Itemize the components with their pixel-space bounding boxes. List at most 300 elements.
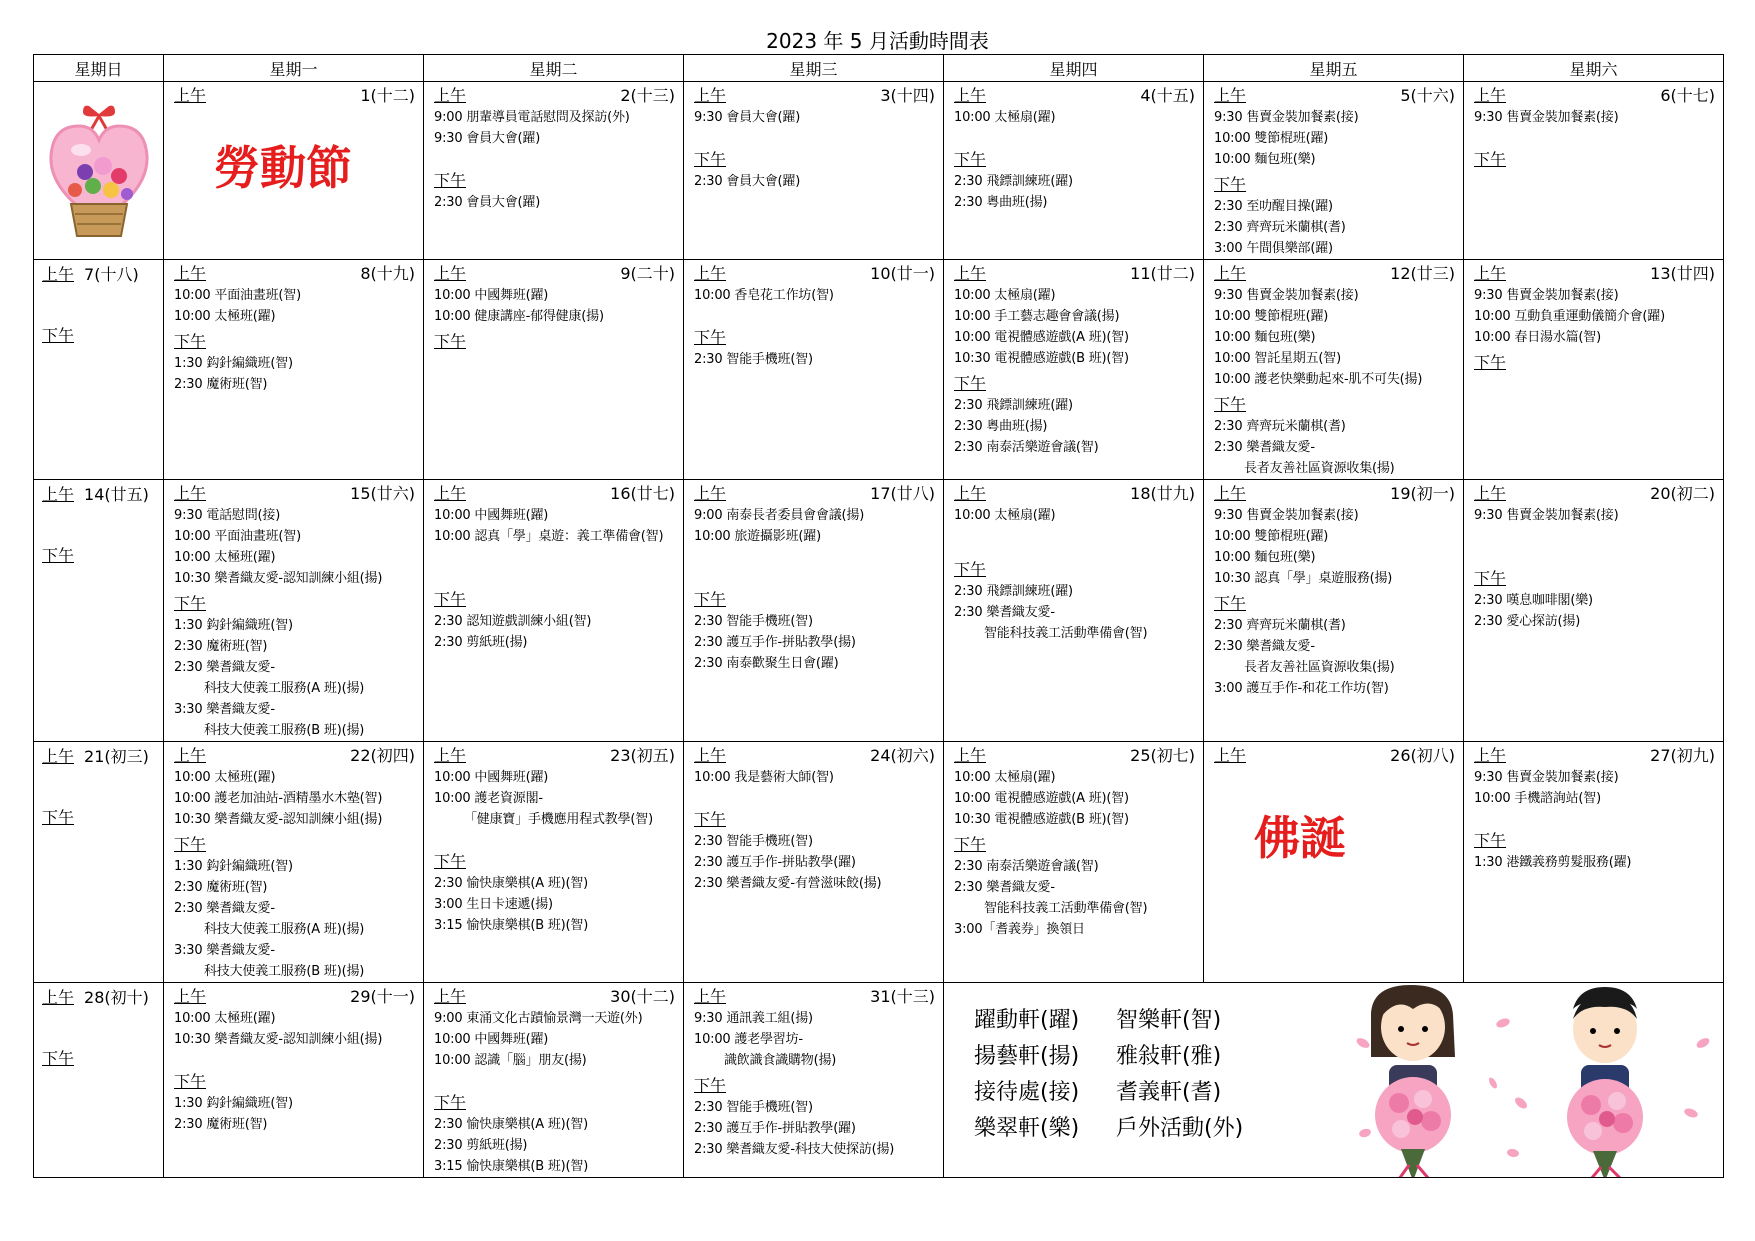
day-header <box>694 263 935 285</box>
week-row <box>34 82 1724 260</box>
am-label: 上午 <box>1474 86 1507 105</box>
day-cell <box>1464 742 1724 983</box>
activity-item: 2:30 至叻醒目操(躍) <box>1214 199 1333 214</box>
am-label: 上午 <box>434 264 467 283</box>
day-header <box>174 85 415 107</box>
pm-label: 下午 <box>954 560 987 579</box>
activity-item: 9:30 售賣金裝加餐素(接) <box>1474 508 1619 523</box>
activity-item: 10:30 認真「學」桌遊服務(揚) <box>1214 571 1393 586</box>
day-cell <box>1204 82 1464 260</box>
day-header <box>954 263 1195 285</box>
am-label: 上午 <box>1214 86 1247 105</box>
activity-item: 2:30 樂耆織友愛- <box>954 880 1055 895</box>
day-date: 30(十二) <box>610 987 675 1006</box>
activity-item: 9:30 電話慰問(接) <box>174 508 281 523</box>
day-cell <box>424 742 684 983</box>
day-date: 12(廿三) <box>1390 264 1455 283</box>
activity-item: 長者友善社區資源收集(揚) <box>1244 660 1395 675</box>
activity-item: 10:00 互動負重運動儀簡介會(躍) <box>1474 309 1665 324</box>
activity-item: 9:00 朋輩導員電話慰問及探訪(外) <box>434 110 630 125</box>
pm-label: 下午 <box>954 835 987 854</box>
pm-label: 下午 <box>174 1072 207 1091</box>
activity-item: 2:30 魔術班(智) <box>174 377 268 392</box>
week-row <box>34 480 1724 742</box>
day-cell <box>164 82 424 260</box>
activity-item: 2:30 智能手機班(智) <box>694 834 813 849</box>
legend-item: 智樂軒(智) <box>1116 1008 1222 1033</box>
activity-item: 9:30 售賣金裝加餐素(接) <box>1474 110 1619 125</box>
day-cell-sunday <box>34 260 164 480</box>
pm-label: 下午 <box>1214 175 1247 194</box>
day-header <box>954 483 1195 505</box>
pm-label: 下午 <box>42 808 75 827</box>
day-date: 6(十七) <box>1660 86 1715 105</box>
day-date: 22(初四) <box>350 746 415 765</box>
am-label: 上午 <box>694 264 727 283</box>
pm-label: 下午 <box>1474 150 1507 169</box>
day-cell <box>424 480 684 742</box>
am-label: 上午 <box>1474 746 1507 765</box>
activity-item: 2:30 粵曲班(揚) <box>954 195 1048 210</box>
activity-item: 10:00 電視體感遊戲(A 班)(智) <box>954 791 1129 806</box>
week-row <box>34 983 1724 1178</box>
day-date: 16(廿七) <box>610 484 675 503</box>
sunday-am-row <box>42 264 157 286</box>
activity-item: 9:30 售賣金裝加餐素(接) <box>1214 288 1359 303</box>
day-date: 20(初二) <box>1650 484 1715 503</box>
activity-item: 10:00 雙節棍班(躍) <box>1214 131 1329 146</box>
day-date: 26(初八) <box>1390 746 1455 765</box>
day-cell <box>1204 260 1464 480</box>
activity-item: 9:30 售賣金裝加餐素(接) <box>1214 110 1359 125</box>
activity-item: 2:30 樂耆織友愛- <box>174 901 275 916</box>
activity-item: 3:00 生日卡速遞(揚) <box>434 897 553 912</box>
day-cell <box>164 983 424 1178</box>
day-date: 17(廿八) <box>870 484 935 503</box>
activity-item: 2:30 認知遊戲訓練小組(智) <box>434 614 592 629</box>
day-date: 13(廿四) <box>1650 264 1715 283</box>
day-date: 31(十三) <box>870 987 935 1006</box>
activity-item: 10:00 雙節棍班(躍) <box>1214 309 1329 324</box>
day-header <box>174 986 415 1008</box>
activity-item: 10:30 電視體感遊戲(B 班)(智) <box>954 351 1129 366</box>
pm-label: 下午 <box>694 150 727 169</box>
pm-label: 下午 <box>434 171 467 190</box>
day-date: 9(二十) <box>620 264 675 283</box>
day-cell <box>944 480 1204 742</box>
activity-item: 2:30 魔術班(智) <box>174 1117 268 1132</box>
day-cell <box>1204 742 1464 983</box>
activity-item: 2:30 魔術班(智) <box>174 880 268 895</box>
activity-item: 3:15 愉快康樂棋(B 班)(智) <box>434 918 589 933</box>
activity-item: 9:30 售賣金裝加餐素(接) <box>1214 508 1359 523</box>
day-cell <box>1204 480 1464 742</box>
day-header <box>1474 745 1715 767</box>
weekday-header: 星期五 <box>1204 55 1464 82</box>
activity-item: 1:30 港鐵義務剪髮服務(躍) <box>1474 855 1632 870</box>
pm-label: 下午 <box>1214 594 1247 613</box>
holiday-label: 勞動節 <box>214 141 352 195</box>
activity-item: 10:00 護老學習坊- <box>694 1032 803 1047</box>
activity-item: 2:30 嘆息咖啡閣(樂) <box>1474 593 1593 608</box>
pm-label: 下午 <box>42 546 75 565</box>
day-header <box>434 263 675 285</box>
weekday-header: 星期二 <box>424 55 684 82</box>
activity-item: 9:30 會員大會(躍) <box>434 131 541 146</box>
activity-item: 10:00 太極扇(躍) <box>954 508 1056 523</box>
activity-item: 10:00 春日湯水篇(智) <box>1474 330 1601 345</box>
day-header <box>174 483 415 505</box>
pm-label: 下午 <box>694 810 727 829</box>
pm-label: 下午 <box>434 590 467 609</box>
day-date: 19(初一) <box>1390 484 1455 503</box>
activity-item: 10:00 香皂花工作坊(智) <box>694 288 834 303</box>
activity-item: 2:30 齊齊玩米蘭棋(耆) <box>1214 618 1346 633</box>
am-label: 上午 <box>434 746 467 765</box>
day-date: 4(十五) <box>1140 86 1195 105</box>
week-row <box>34 742 1724 983</box>
day-date: 25(初七) <box>1130 746 1195 765</box>
day-date: 18(廿九) <box>1130 484 1195 503</box>
activity-item: 3:00「耆義券」換領日 <box>954 922 1085 937</box>
weekday-header: 星期三 <box>684 55 944 82</box>
activity-item: 10:00 太極扇(躍) <box>954 770 1056 785</box>
activity-item: 2:30 智能手機班(智) <box>694 614 813 629</box>
am-label: 上午 <box>174 484 207 503</box>
legend-item: 樂翠軒(樂) <box>974 1116 1080 1141</box>
day-cell-sunday <box>34 82 164 260</box>
activity-item: 2:30 南泰活樂遊會議(智) <box>954 440 1099 455</box>
activity-item: 2:30 智能手機班(智) <box>694 1100 813 1115</box>
day-cell <box>684 82 944 260</box>
day-date: 24(初六) <box>870 746 935 765</box>
activity-item: 10:00 太極扇(躍) <box>954 288 1056 303</box>
activity-item: 2:30 護互手作-拼貼教學(揚) <box>694 635 856 650</box>
day-cell <box>424 983 684 1178</box>
day-date: 28(初十) <box>84 988 149 1007</box>
am-label: 上午 <box>42 265 75 284</box>
day-cell <box>684 260 944 480</box>
activity-item: 10:00 中國舞班(躍) <box>434 508 549 523</box>
am-label: 上午 <box>954 484 987 503</box>
day-cell <box>684 742 944 983</box>
sunday-content <box>34 742 163 829</box>
activity-item: 10:00 太極班(躍) <box>174 1011 276 1026</box>
day-header <box>694 483 935 505</box>
weekday-header: 星期一 <box>164 55 424 82</box>
day-cell <box>164 480 424 742</box>
activity-item: 9:30 通訊義工組(揚) <box>694 1011 813 1026</box>
activity-item: 2:30 會員大會(躍) <box>434 195 541 210</box>
pm-label: 下午 <box>1474 353 1507 372</box>
day-date: 1(十二) <box>360 86 415 105</box>
sunday-content <box>34 260 163 347</box>
day-date: 11(廿二) <box>1130 264 1195 283</box>
activity-item: 2:30 南泰活樂遊會議(智) <box>954 859 1099 874</box>
am-label: 上午 <box>42 988 75 1007</box>
pm-label: 下午 <box>42 1049 75 1068</box>
day-header <box>954 745 1195 767</box>
heart-flower-basket-icon <box>43 104 155 244</box>
activity-item: 2:30 會員大會(躍) <box>694 174 801 189</box>
sunday-am-row <box>42 484 157 506</box>
pm-label: 下午 <box>174 835 207 854</box>
day-date: 10(廿一) <box>870 264 935 283</box>
page-title: 2023 年 5 月活動時間表 <box>766 29 989 53</box>
activity-item: 2:30 飛鏢訓練班(躍) <box>954 584 1073 599</box>
activity-item: 10:00 認識「腦」朋友(揚) <box>434 1053 587 1068</box>
activity-item: 10:30 電視體感遊戲(B 班)(智) <box>954 812 1129 827</box>
activity-item: 10:30 樂耆織友愛-認知訓練小組(揚) <box>174 571 383 586</box>
activity-item: 10:00 中國舞班(躍) <box>434 1032 549 1047</box>
am-label: 上午 <box>42 485 75 504</box>
am-label: 上午 <box>434 987 467 1006</box>
activity-item: 10:00 太極班(躍) <box>174 770 276 785</box>
legend-row <box>974 1039 1258 1075</box>
am-label: 上午 <box>434 484 467 503</box>
day-cell <box>1464 260 1724 480</box>
activity-item: 9:30 售賣金裝加餐素(接) <box>1474 770 1619 785</box>
am-label: 上午 <box>1474 264 1507 283</box>
pm-label: 下午 <box>954 150 987 169</box>
legend-item: 接待處(接) <box>974 1080 1080 1105</box>
day-date: 14(廿五) <box>84 485 149 504</box>
activity-item: 10:00 雙節棍班(躍) <box>1214 529 1329 544</box>
am-label: 上午 <box>694 987 727 1006</box>
activity-item: 科技大使義工服務(A 班)(揚) <box>204 922 365 937</box>
activity-item: 1:30 鈎針編織班(智) <box>174 356 293 371</box>
day-header <box>694 745 935 767</box>
weekday-header: 星期四 <box>944 55 1204 82</box>
activity-item: 10:00 電視體感遊戲(A 班)(智) <box>954 330 1129 345</box>
activity-item: 2:30 愉快康樂棋(A 班)(智) <box>434 876 589 891</box>
pm-label: 下午 <box>1474 569 1507 588</box>
day-header <box>1474 85 1715 107</box>
pm-label: 下午 <box>174 594 207 613</box>
activity-item: 10:00 中國舞班(躍) <box>434 770 549 785</box>
day-cell <box>944 82 1204 260</box>
activity-item: 智能科技義工活動準備會(智) <box>984 901 1148 916</box>
activity-item: 10:00 麵包班(樂) <box>1214 550 1316 565</box>
sunday-content <box>34 480 163 567</box>
activity-item: 智能科技義工活動準備會(智) <box>984 626 1148 641</box>
day-cell <box>1464 82 1724 260</box>
sunday-am-row <box>42 987 157 1009</box>
day-header <box>1214 483 1455 505</box>
day-header <box>1214 85 1455 107</box>
activity-item: 10:00 太極扇(躍) <box>954 110 1056 125</box>
legend-row <box>974 1111 1258 1147</box>
am-label: 上午 <box>694 86 727 105</box>
legend-item: 耆義軒(耆) <box>1116 1080 1222 1105</box>
activity-item: 2:30 樂耆織友愛- <box>1214 639 1315 654</box>
activity-item: 3:30 樂耆織友愛- <box>174 702 275 717</box>
weekday-header: 星期日 <box>34 55 164 82</box>
activity-item: 3:00 午間俱樂部(躍) <box>1214 241 1333 256</box>
day-date: 29(十一) <box>350 987 415 1006</box>
activity-item: 2:30 樂耆織友愛-有營滋味餃(揚) <box>694 876 882 891</box>
day-date: 27(初九) <box>1650 746 1715 765</box>
day-date: 7(十八) <box>84 265 139 284</box>
activity-item: 2:30 護互手作-拼貼教學(躍) <box>694 1121 856 1136</box>
activity-item: 長者友善社區資源收集(揚) <box>1244 461 1395 476</box>
activity-item: 10:00 健康講座-郁得健康(揚) <box>434 309 604 324</box>
activity-item: 10:00 中國舞班(躍) <box>434 288 549 303</box>
activity-item: 2:30 愛心探訪(揚) <box>1474 614 1581 629</box>
activity-item: 10:00 護老快樂動起來-肌不可失(揚) <box>1214 372 1423 387</box>
legend-row <box>974 1075 1258 1111</box>
activity-item: 9:00 東涌文化古蹟愉景灣一天遊(外) <box>434 1011 643 1026</box>
pm-label: 下午 <box>42 326 75 345</box>
activity-calendar <box>33 54 1724 1178</box>
am-label: 上午 <box>694 484 727 503</box>
day-cell <box>944 742 1204 983</box>
day-header <box>1214 745 1455 767</box>
activity-item: 1:30 鈎針編織班(智) <box>174 859 293 874</box>
activity-item: 10:00 旅遊攝影班(躍) <box>694 529 821 544</box>
pm-label: 下午 <box>1214 395 1247 414</box>
day-cell <box>944 260 1204 480</box>
day-date: 8(十九) <box>360 264 415 283</box>
pm-label: 下午 <box>1474 831 1507 850</box>
am-label: 上午 <box>1214 484 1247 503</box>
activity-item: 2:30 飛鏢訓練班(躍) <box>954 398 1073 413</box>
pm-label: 下午 <box>954 374 987 393</box>
activity-item: 2:30 樂耆織友愛- <box>174 660 275 675</box>
pm-label: 下午 <box>694 328 727 347</box>
day-cell <box>684 983 944 1178</box>
day-date: 21(初三) <box>84 747 149 766</box>
activity-item: 2:30 齊齊玩米蘭棋(耆) <box>1214 220 1346 235</box>
am-label: 上午 <box>954 86 987 105</box>
legend-item: 揚藝軒(揚) <box>974 1044 1080 1069</box>
am-label: 上午 <box>42 747 75 766</box>
holiday-label: 佛誕 <box>1254 811 1346 865</box>
activity-item: 1:30 鈎針編織班(智) <box>174 618 293 633</box>
sunday-content <box>34 983 163 1070</box>
activity-item: 2:30 護互手作-拼貼教學(躍) <box>694 855 856 870</box>
day-cell <box>424 260 684 480</box>
activity-item: 科技大使義工服務(B 班)(揚) <box>204 964 365 979</box>
activity-item: 10:00 太極班(躍) <box>174 550 276 565</box>
activity-item: 10:00 手機諮詢站(智) <box>1474 791 1601 806</box>
am-label: 上午 <box>174 86 207 105</box>
activity-item: 2:30 樂耆織友愛- <box>954 605 1055 620</box>
activity-item: 2:30 愉快康樂棋(A 班)(智) <box>434 1117 589 1132</box>
activity-item: 科技大使義工服務(B 班)(揚) <box>204 723 365 738</box>
am-label: 上午 <box>954 264 987 283</box>
day-date: 3(十四) <box>880 86 935 105</box>
am-label: 上午 <box>434 86 467 105</box>
activity-item: 10:00 麵包班(樂) <box>1214 152 1316 167</box>
day-header <box>1214 263 1455 285</box>
activity-item: 10:00 護老加油站-酒精墨水木塾(智) <box>174 791 383 806</box>
legend-row <box>974 1003 1258 1039</box>
day-header <box>174 263 415 285</box>
am-label: 上午 <box>1214 746 1247 765</box>
activity-item: 2:30 樂耆織友愛- <box>1214 440 1315 455</box>
day-cell-sunday <box>34 742 164 983</box>
day-cell <box>164 742 424 983</box>
day-header <box>434 85 675 107</box>
activity-item: 2:30 粵曲班(揚) <box>954 419 1048 434</box>
activity-item: 10:00 麵包班(樂) <box>1214 330 1316 345</box>
couple-with-bouquets-icon <box>1343 983 1723 1178</box>
legend-item: 雅敍軒(雅) <box>1116 1044 1222 1069</box>
activity-item: 2:30 樂耆織友愛-科技大使探訪(揚) <box>694 1142 895 1157</box>
day-header <box>174 745 415 767</box>
activity-item: 10:30 樂耆織友愛-認知訓練小組(揚) <box>174 1032 383 1047</box>
am-label: 上午 <box>954 746 987 765</box>
activity-item: 10:00 認真「學」桌遊：義工準備會(智) <box>434 529 664 544</box>
activity-item: 2:30 南泰歡聚生日會(躍) <box>694 656 839 671</box>
weekday-header: 星期六 <box>1464 55 1724 82</box>
am-label: 上午 <box>174 264 207 283</box>
activity-item: 識飲識食識購物(揚) <box>724 1053 837 1068</box>
activity-item: 10:00 智託星期五(智) <box>1214 351 1341 366</box>
activity-item: 科技大使義工服務(A 班)(揚) <box>204 681 365 696</box>
legend-item: 躍動軒(躍) <box>974 1008 1080 1033</box>
day-header <box>694 986 935 1008</box>
activity-item: 2:30 剪紙班(揚) <box>434 1138 528 1153</box>
activity-item: 2:30 剪紙班(揚) <box>434 635 528 650</box>
activity-item: 10:00 太極班(躍) <box>174 309 276 324</box>
activity-item: 10:00 手工藝志趣會會議(揚) <box>954 309 1120 324</box>
venue-legend <box>974 1003 1258 1147</box>
day-date: 2(十三) <box>620 86 675 105</box>
activity-item: 3:15 愉快康樂棋(B 班)(智) <box>434 1159 589 1174</box>
activity-item: 10:00 我是藝術大師(智) <box>694 770 834 785</box>
activity-item: 9:30 售賣金裝加餐素(接) <box>1474 288 1619 303</box>
pm-label: 下午 <box>434 1093 467 1112</box>
activity-item: 3:30 樂耆織友愛- <box>174 943 275 958</box>
day-cell <box>424 82 684 260</box>
activity-item: 3:00 護互手作-和花工作坊(智) <box>1214 681 1389 696</box>
activity-item: 2:30 魔術班(智) <box>174 639 268 654</box>
day-cell-sunday <box>34 480 164 742</box>
activity-item: 1:30 鈎針編織班(智) <box>174 1096 293 1111</box>
day-date: 15(廿六) <box>350 484 415 503</box>
am-label: 上午 <box>1474 484 1507 503</box>
activity-item: 2:30 齊齊玩米蘭棋(耆) <box>1214 419 1346 434</box>
pm-label: 下午 <box>434 852 467 871</box>
day-header <box>954 85 1195 107</box>
activity-item: 2:30 飛鏢訓練班(躍) <box>954 174 1073 189</box>
activity-item: 10:00 平面油畫班(智) <box>174 529 301 544</box>
week-row <box>34 260 1724 480</box>
sunday-am-row <box>42 746 157 768</box>
activity-item: 10:30 樂耆織友愛-認知訓練小組(揚) <box>174 812 383 827</box>
activity-item: 2:30 智能手機班(智) <box>694 352 813 367</box>
day-header <box>1474 263 1715 285</box>
day-cell <box>1464 480 1724 742</box>
activity-item: 9:30 會員大會(躍) <box>694 110 801 125</box>
activity-item: 「健康寶」手機應用程式教學(智) <box>464 812 653 827</box>
day-date: 5(十六) <box>1400 86 1455 105</box>
pm-label: 下午 <box>694 1076 727 1095</box>
day-header <box>694 85 935 107</box>
day-header <box>434 745 675 767</box>
activity-item: 10:00 平面油畫班(智) <box>174 288 301 303</box>
am-label: 上午 <box>174 987 207 1006</box>
am-label: 上午 <box>1214 264 1247 283</box>
day-header <box>1474 483 1715 505</box>
am-label: 上午 <box>694 746 727 765</box>
legend-item: 戶外活動(外) <box>1116 1116 1244 1141</box>
day-cell <box>684 480 944 742</box>
day-cell-sunday <box>34 983 164 1178</box>
activity-item: 9:00 南泰長者委員會會議(揚) <box>694 508 865 523</box>
